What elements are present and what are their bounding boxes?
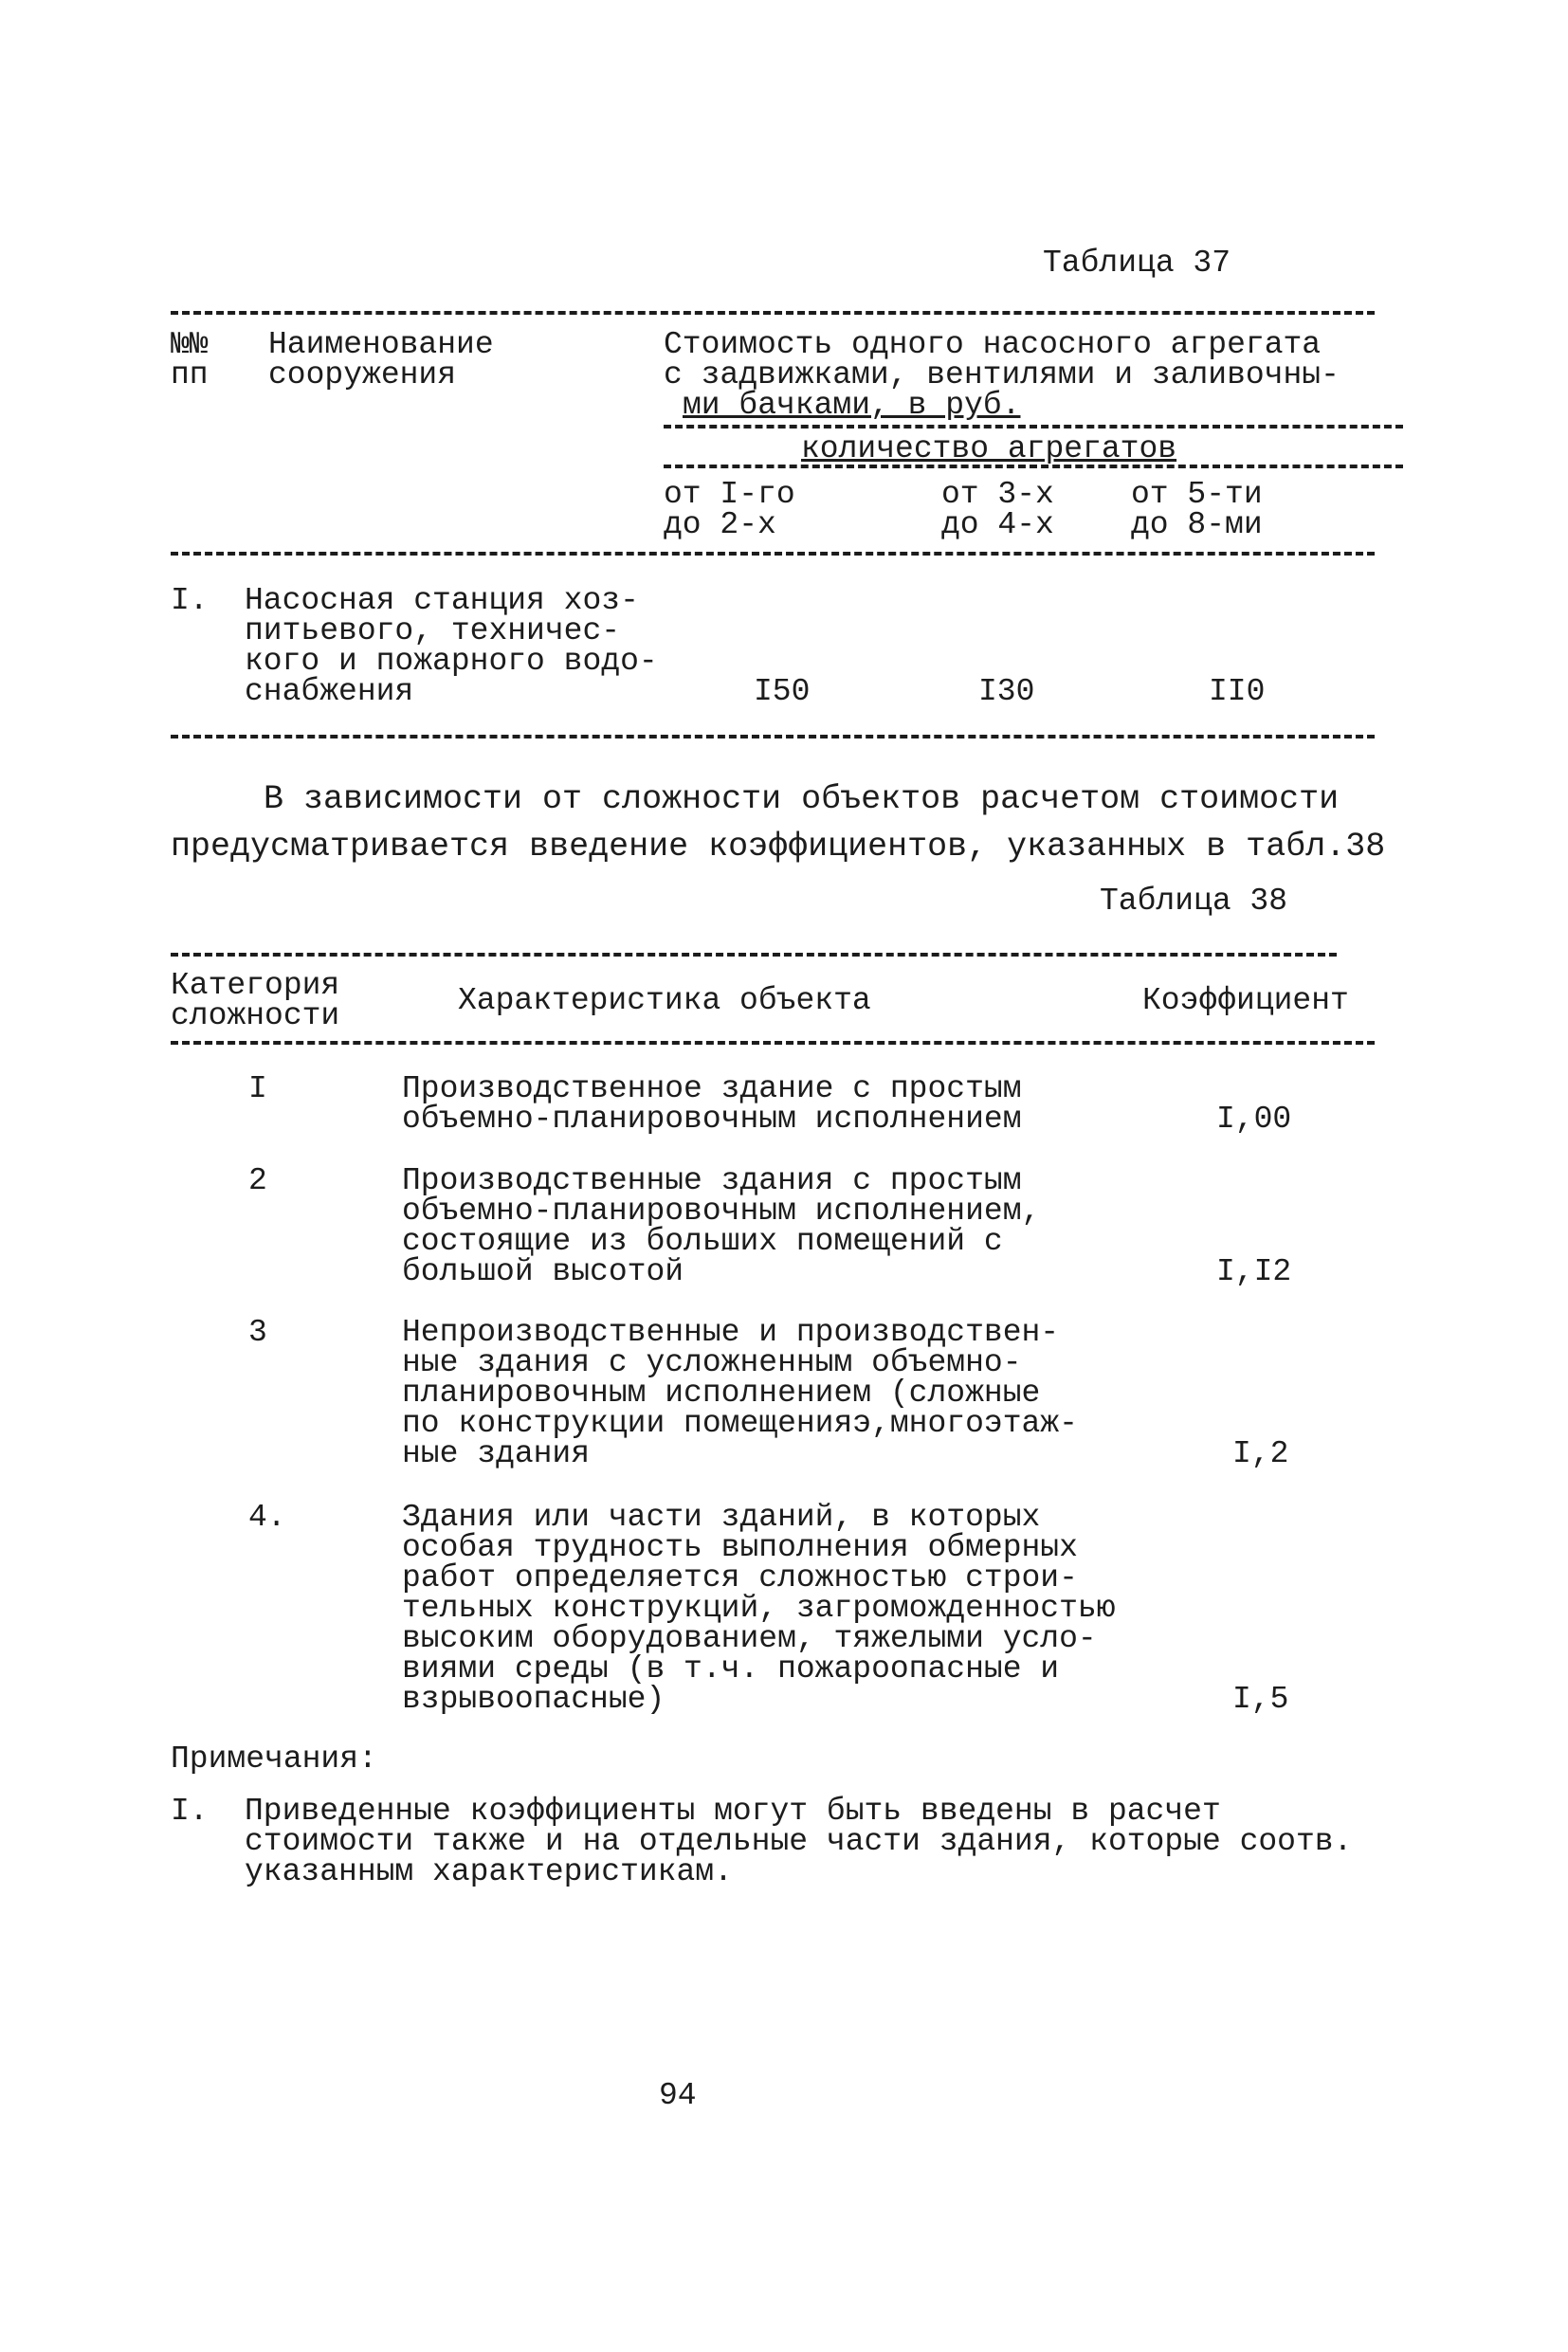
table38-row4-line4: тельных конструкций, загроможденностью <box>402 1591 1116 1626</box>
table38-row2-category: 2 <box>248 1163 267 1198</box>
table38-rule-header-bottom <box>171 1041 1375 1045</box>
table37-rule-qty <box>664 465 1403 468</box>
notes-item-number: I. <box>171 1794 209 1829</box>
table37-col2-header-2: до 4-х <box>941 507 1054 542</box>
table38-row4-line3: работ определяется сложностью строи- <box>402 1560 1078 1595</box>
table38-row4-line2: особая трудность выполнения обмерных <box>402 1530 1078 1565</box>
table38-coefficient-header: Коэффициент <box>1142 983 1349 1018</box>
table38-row3-coefficient: I,2 <box>1232 1436 1289 1471</box>
table38-row4-line6: виями среды (в т.ч. пожароопасные и <box>402 1651 1060 1687</box>
table38-row2-line3: состоящие из больших помещений с <box>402 1224 1003 1259</box>
table37-value-2: I30 <box>978 674 1035 709</box>
table38-rule-top <box>171 953 1337 957</box>
table37-num-header: №№ <box>171 327 209 362</box>
page-number: 94 <box>659 2078 697 2113</box>
table37-num-header-2: пп <box>171 357 209 392</box>
intro-paragraph-line1: В зависимости от сложности объектов расчетом стоимости <box>264 780 1340 818</box>
table38-row3-category: 3 <box>248 1315 267 1350</box>
table37-row-name-2: питьевого, техничес- <box>245 613 621 648</box>
table37-row-name-3: кого и пожарного водо- <box>245 644 658 679</box>
table37-title: Таблица 37 <box>1043 246 1231 281</box>
table37-cost-header-1: Стоимость одного насосного агрегата <box>664 327 1322 362</box>
table38-row2-line4: большой высотой <box>402 1254 684 1289</box>
notes-item-line1: Приведенные коэффициенты могут быть введены в расчет <box>245 1794 1221 1829</box>
table37-col3-header-2: до 8-ми <box>1131 507 1263 542</box>
table38-row1-line2: объемно-планировочным исполнением <box>402 1102 1022 1137</box>
table38-category-header: Категория <box>171 968 340 1003</box>
table37-col3-header: от 5-ти <box>1131 477 1263 512</box>
table37-row-name-4: снабжения <box>245 674 414 709</box>
intro-paragraph-line2: предусматривается введение коэффициентов, указанных в табл.38 <box>171 828 1386 866</box>
notes-item-line2: стоимости также и на отдельные части здания, которые соотв. <box>245 1824 1353 1859</box>
table37-col1-header: от I-го <box>664 477 795 512</box>
table38-row4-line5: высоким оборудованием, тяжелыми усло- <box>402 1621 1097 1656</box>
table38-row3-line1: Непроизводственные и производствен- <box>402 1315 1060 1350</box>
table37-col1-header-2: до 2-х <box>664 507 776 542</box>
table38-row1-category: I <box>248 1071 267 1106</box>
table37-value-3: II0 <box>1209 674 1266 709</box>
table37-value-1: I50 <box>754 674 811 709</box>
table38-row3-line5: ные здания <box>402 1436 591 1471</box>
table37-cost-header-3: ми бачками, в руб. <box>683 388 1021 423</box>
notes-item-line3: указанным характеристикам. <box>245 1854 733 1889</box>
table37-rule-cost <box>664 425 1403 428</box>
table38-row4-line7: взрывоопасные) <box>402 1682 665 1717</box>
table38-row1-line1: Производственное здание с простым <box>402 1071 1022 1106</box>
table37-name-header: Наименование <box>268 327 494 362</box>
table38-title: Таблица 38 <box>1100 884 1288 919</box>
table37-row-name-1: Насосная станция хоз- <box>245 583 639 618</box>
table38-row4-line1: Здания или части зданий, в которых <box>402 1500 1041 1535</box>
table38-row1-coefficient: I,00 <box>1216 1102 1292 1137</box>
table37-name-header-2: сооружения <box>268 357 457 392</box>
table38-row2-line2: объемно-планировочным исполнением, <box>402 1194 1041 1229</box>
table38-characteristic-header: Характеристика объекта <box>458 983 871 1018</box>
table37-rule-bottom <box>171 735 1375 738</box>
table37-qty-label: количество агрегатов <box>801 431 1177 466</box>
table38-row3-line3: планировочным исполнением (сложные <box>402 1376 1041 1411</box>
table38-category-header-2: сложности <box>171 998 340 1033</box>
table38-row2-coefficient: I,I2 <box>1216 1254 1292 1289</box>
table37-cost-header-2: с задвижками, вентилями и заливочны- <box>664 357 1340 392</box>
table38-row3-line4: по конструкции помещенияэ,многоэтаж- <box>402 1406 1078 1441</box>
table37-col2-header: от 3-х <box>941 477 1054 512</box>
table38-row3-line2: ные здания с усложненным объемно- <box>402 1345 1022 1380</box>
table38-row4-coefficient: I,5 <box>1232 1682 1289 1717</box>
table38-row2-line1: Производственные здания с простым <box>402 1163 1022 1198</box>
notes-title: Примечания: <box>171 1741 377 1777</box>
table37-rule-header-bottom <box>171 552 1375 556</box>
table37-row-num: I. <box>171 583 209 618</box>
table38-row4-category: 4. <box>248 1500 286 1535</box>
table37-rule-top <box>171 311 1375 315</box>
